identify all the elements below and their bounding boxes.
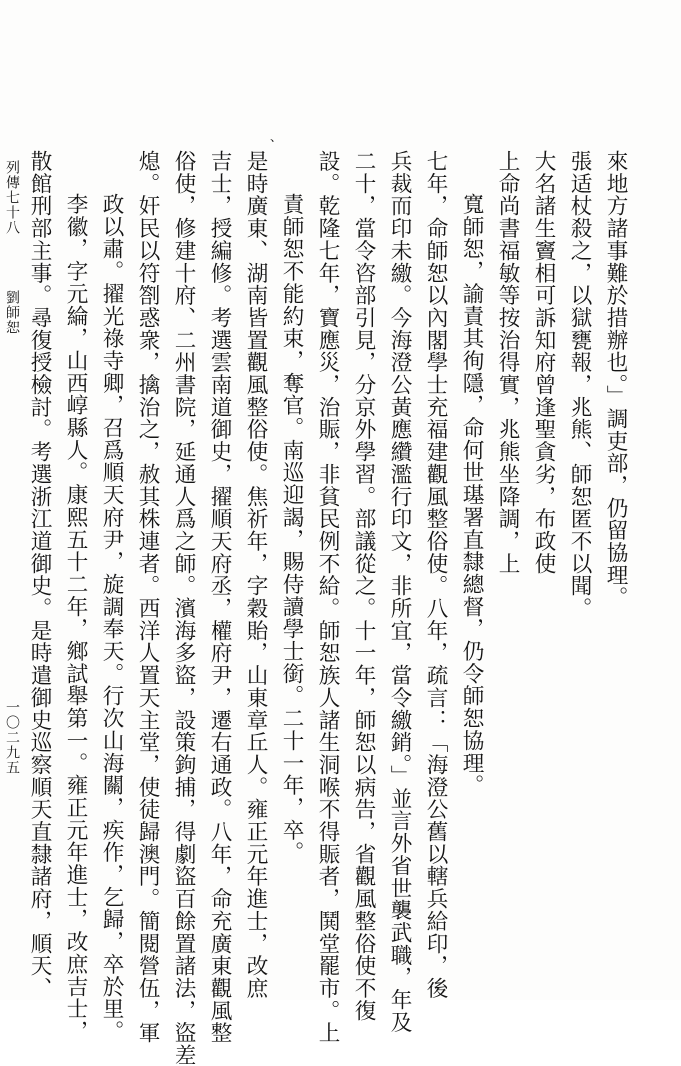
text-column-10: 是時廣東、湖南皆置觀風整俗使。焦祈年，字穀貽，山東章丘人。雍正元年進士，改庶 [243,150,268,1000]
biography-name: 劉師恕 [4,290,20,335]
text-column-3: 上命尚書福敏等按治得實，兆熊坐降調，上 [495,150,520,575]
page-number: 一〇二九五 [4,700,20,775]
text-column-6: 兵裁而印未繳。今海澄公黃應纘濫行印文，非所宜，當令繳銷。」並言外省世襲武職，年及 [387,150,412,1034]
text-column-12: 俗使，修建十府、二州書院，延通人爲之師。濱海多盜，設策鉤捕，得劇盜百餘置諸法，盜差 [171,150,196,1066]
text-column-7: 二十，當令咨部引見，分京外學習。部議從之。十一年，師恕以病告，省觀風整俗使不復 [351,150,376,1022]
text-column-9: 責師恕不能約束，奪官。南巡迎謁，賜侍讀學士銜。二十一年，卒。 [279,193,304,864]
text-column-13: 熄。奸民以符劄惑衆，擒治之，赦其株連者。西洋人置天主堂，使徒歸澳門。簡閱營伍，軍 [135,150,160,1044]
chapter-heading: 列傳七十八 [4,160,20,235]
text-column-16: 散館刑部主事。尋復授檢討。考選浙江道御史。是時遣御史巡察順天直隸諸府，順天、 [27,150,52,1000]
text-column-0: 張适杖殺之，以獄甕報，兆熊、師恕匿不以聞。 [567,150,592,620]
text-column-14: 政以肅。擢光祿寺卿，召爲順天府尹，旋調奉天。行次山海關，疾作，乞歸，卒於里。 [99,193,124,1043]
text-column-5: 七年，命師恕以內閣學士充福建觀風整俗使。八年，疏言：「海澄公舊以轄兵給印，後 [423,150,448,1000]
text-column-1: 來地方諸事難於措辦也。」調吏部，仍留協理。 [603,150,628,609]
text-column-1b: 大名諸生竇相可訴知府曾逢聖貪劣，布政使 [531,150,556,575]
text-column-11: 吉士，授編修。考選雲南道御史，擢順天府丞，權府尹，遷右通政。八年，命充廣東觀風整 [207,150,232,1044]
punctuation-mark: 、 [270,130,283,144]
text-column-4: 寬師恕，諭責其徇隱，命何世璂署直隸總督，仍令師恕協理。 [459,193,484,797]
text-column-8: 設。乾隆七年，寶應災，治賑，非貧民例不給。師恕族人諸生洞喉不得賑者，鬨堂罷市。上 [315,150,340,1044]
text-column-15: 李徽，字元綸，山西崞縣人。康熙五十二年，鄉試舉第一。雍正元年進士，改庶吉士， [63,193,88,1043]
